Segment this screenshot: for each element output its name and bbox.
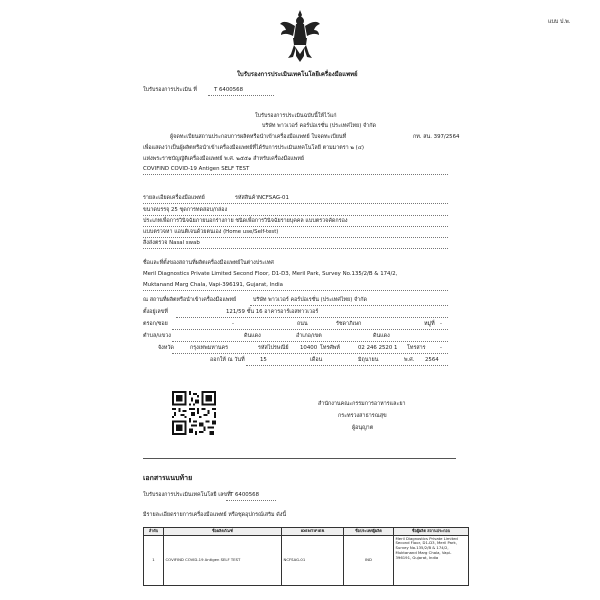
- issued-year: 2564: [425, 357, 439, 363]
- model-label: รายละเอียดเครื่องมือแพทย์: [143, 195, 205, 201]
- garuda-emblem-icon: [279, 8, 321, 64]
- phone-label: โทรศัพท์: [320, 345, 340, 351]
- device-use-type: แบบตรวจหา แอนติเจนด้วยตนเอง (Home use/Self-test): [143, 229, 279, 235]
- intro-line-3: ผู้จดทะเบียนสถานประกอบการผลิตหรือนำเข้าเครื่องมือแพทย์ ใบจดทะเบียนที่: [170, 134, 347, 140]
- intro-line-4: เพื่อแสดงว่าเป็นผู้ผลิตหรือนำเข้าเครื่องมือแพทย์ที่ได้รับการประเมินเทคโนโลยี ตามมาตรา ๒ (๔): [143, 145, 364, 151]
- page-title: ใบรับรองการประเมินเทคโนโลยีเครื่องมือแพทย์: [237, 71, 358, 78]
- issuing-office: สำนักงานคณะกรรมการอาหารและยา: [318, 401, 406, 407]
- registration-number: กท. สน. 397/2564: [413, 134, 460, 140]
- issued-month-label: เดือน: [310, 357, 323, 363]
- zip-label: รหัสไปรษณีย์: [258, 345, 289, 351]
- location-value: 121/59 ชั้น 16 อาคารอาร์เอสทาวเวอร์: [226, 309, 319, 315]
- manufacturer-line-1: Meril Diagnostics Private Limited Second Floor, D1-D3, Meril Park, Survey No.135/2/B & 174/2,: [143, 271, 398, 277]
- premises-company: บริษัท พาวเวอร์ คอร์ปอเรชั่น (ประเทศไทย) จำกัด: [253, 297, 367, 303]
- road-value: รัชดาภิเษก: [336, 321, 362, 327]
- intro-line-5: แห่งพระราชบัญญัติเครื่องมือแพทย์ พ.ศ. ๒๕๕๑ สำหรับเครื่องมือแพทย์: [143, 156, 305, 162]
- row-identifier: NCFSAG-01: [282, 535, 344, 585]
- house-value: -: [440, 321, 442, 327]
- manufacturer-line-2: Muktanand Marg Chala, Vapi-396191, Gujarat, India: [143, 282, 283, 288]
- fax-value: -: [440, 345, 442, 351]
- qr-code-icon: [172, 391, 216, 435]
- alley-label: ตรอก/ซอย: [143, 321, 168, 327]
- district-label: อำเภอ/เขต: [296, 333, 322, 339]
- device-name: COVIFIND COVID-19 Antigen SELF TEST: [143, 166, 250, 172]
- premises-label: ณ สถานที่ผลิตหรือนำเข้าเครื่องมือแพทย์: [143, 297, 237, 303]
- row-country: IND: [344, 535, 394, 585]
- column-header: ชื่อผลิตภัณฑ์: [164, 528, 282, 536]
- issued-month: มิถุนายน: [358, 357, 379, 363]
- column-header: ลำดับ: [144, 528, 164, 536]
- table-header-row: [144, 528, 469, 536]
- district-value: ดินแดง: [373, 333, 390, 339]
- cert-number: T 6400568: [214, 87, 244, 93]
- issued-year-label: พ.ศ.: [404, 357, 415, 363]
- section-divider: [143, 458, 456, 459]
- pack-size: ขนาดบรรจุ 25 ชุดการทดสอบ/กล่อง: [143, 207, 228, 213]
- province-label: จังหวัด: [158, 345, 174, 351]
- location-label: ตั้งอยู่เลขที่: [143, 309, 168, 315]
- column-header: IDENTIFIER: [282, 528, 344, 536]
- company-name: บริษัท พาวเวอร์ คอร์ปอเรชั่น (ประเทศไทย) จำกัด: [262, 123, 376, 129]
- table-row: [144, 535, 469, 585]
- intro-line-1: ใบรับรองการประเมินฉบับนี้ให้ไว้แก่: [255, 113, 337, 119]
- signatory-role: ผู้อนุญาต: [352, 425, 374, 431]
- ministry: กระทรวงสาธารณสุข: [338, 413, 387, 419]
- cert-number-label: ใบรับรองการประเมิน ที่: [143, 87, 197, 93]
- column-header: ชื่อผู้ผลิต สถานประกอบ: [394, 528, 469, 536]
- zip-value: 10400: [300, 345, 318, 351]
- fax-label: โทรสาร: [407, 345, 426, 351]
- subdistrict-value: ดินแดง: [244, 333, 261, 339]
- form-code: แบบ ป.พ.: [548, 19, 571, 25]
- product-code: NCFSAG-01: [258, 195, 289, 201]
- annex-title: เอกสารแนบท้าย: [143, 474, 193, 482]
- device-purpose: ประเภทเพื่อการวินิจฉัยภายนอกร่างกาย ชนิดเพื่อการวินิจฉัยรายบุคคล แบบตรวจคัดกรอง: [143, 218, 348, 224]
- manufacturer-label: ชื่อและที่ตั้งของสถานที่ผลิตเครื่องมือแพทย์ในต่างประเทศ: [143, 260, 274, 266]
- house-label: หมู่ที่: [424, 321, 435, 327]
- column-header: ชื่อประเทศผู้ผลิต: [344, 528, 394, 536]
- annex-list-label: มีรายละเอียดรายการเครื่องมือแพทย์ หรือชุดอุปกรณ์เสริม ดังนี้: [143, 512, 287, 518]
- annex-cert-ref-no: T 6400568: [230, 492, 260, 498]
- specimen: สิ่งส่งตรวจ Nasal swab: [143, 240, 200, 246]
- road-label: ถนน: [297, 321, 308, 327]
- issued-date-label: ออกให้ ณ วันที่: [210, 357, 245, 363]
- annex-table: [143, 527, 469, 586]
- province-value: กรุงเทพมหานคร: [190, 345, 229, 351]
- phone-value: 02 246 2520 1: [358, 345, 398, 351]
- annex-cert-ref-label: ใบรับรองการประเมินเทคโนโลยี เลขที่: [143, 492, 231, 498]
- row-product-name: COVIFIND COVID-19 Antigen SELF TEST: [164, 535, 282, 585]
- row-manufacturer: Meril Diagnostics Private Limited Second Floor, D1-D3, Meril Park, Survey No.135/2/B & 174/2, Muktanand Marg Chala, Vapi-396191, Gujarat, India: [394, 535, 469, 585]
- product-code-label: รหัสสินค้า: [235, 195, 259, 201]
- subdistrict-label: ตำบล/แขวง: [143, 333, 171, 339]
- issued-day: 15: [260, 357, 267, 363]
- alley-value: -: [232, 321, 234, 327]
- row-number: 1: [144, 535, 164, 585]
